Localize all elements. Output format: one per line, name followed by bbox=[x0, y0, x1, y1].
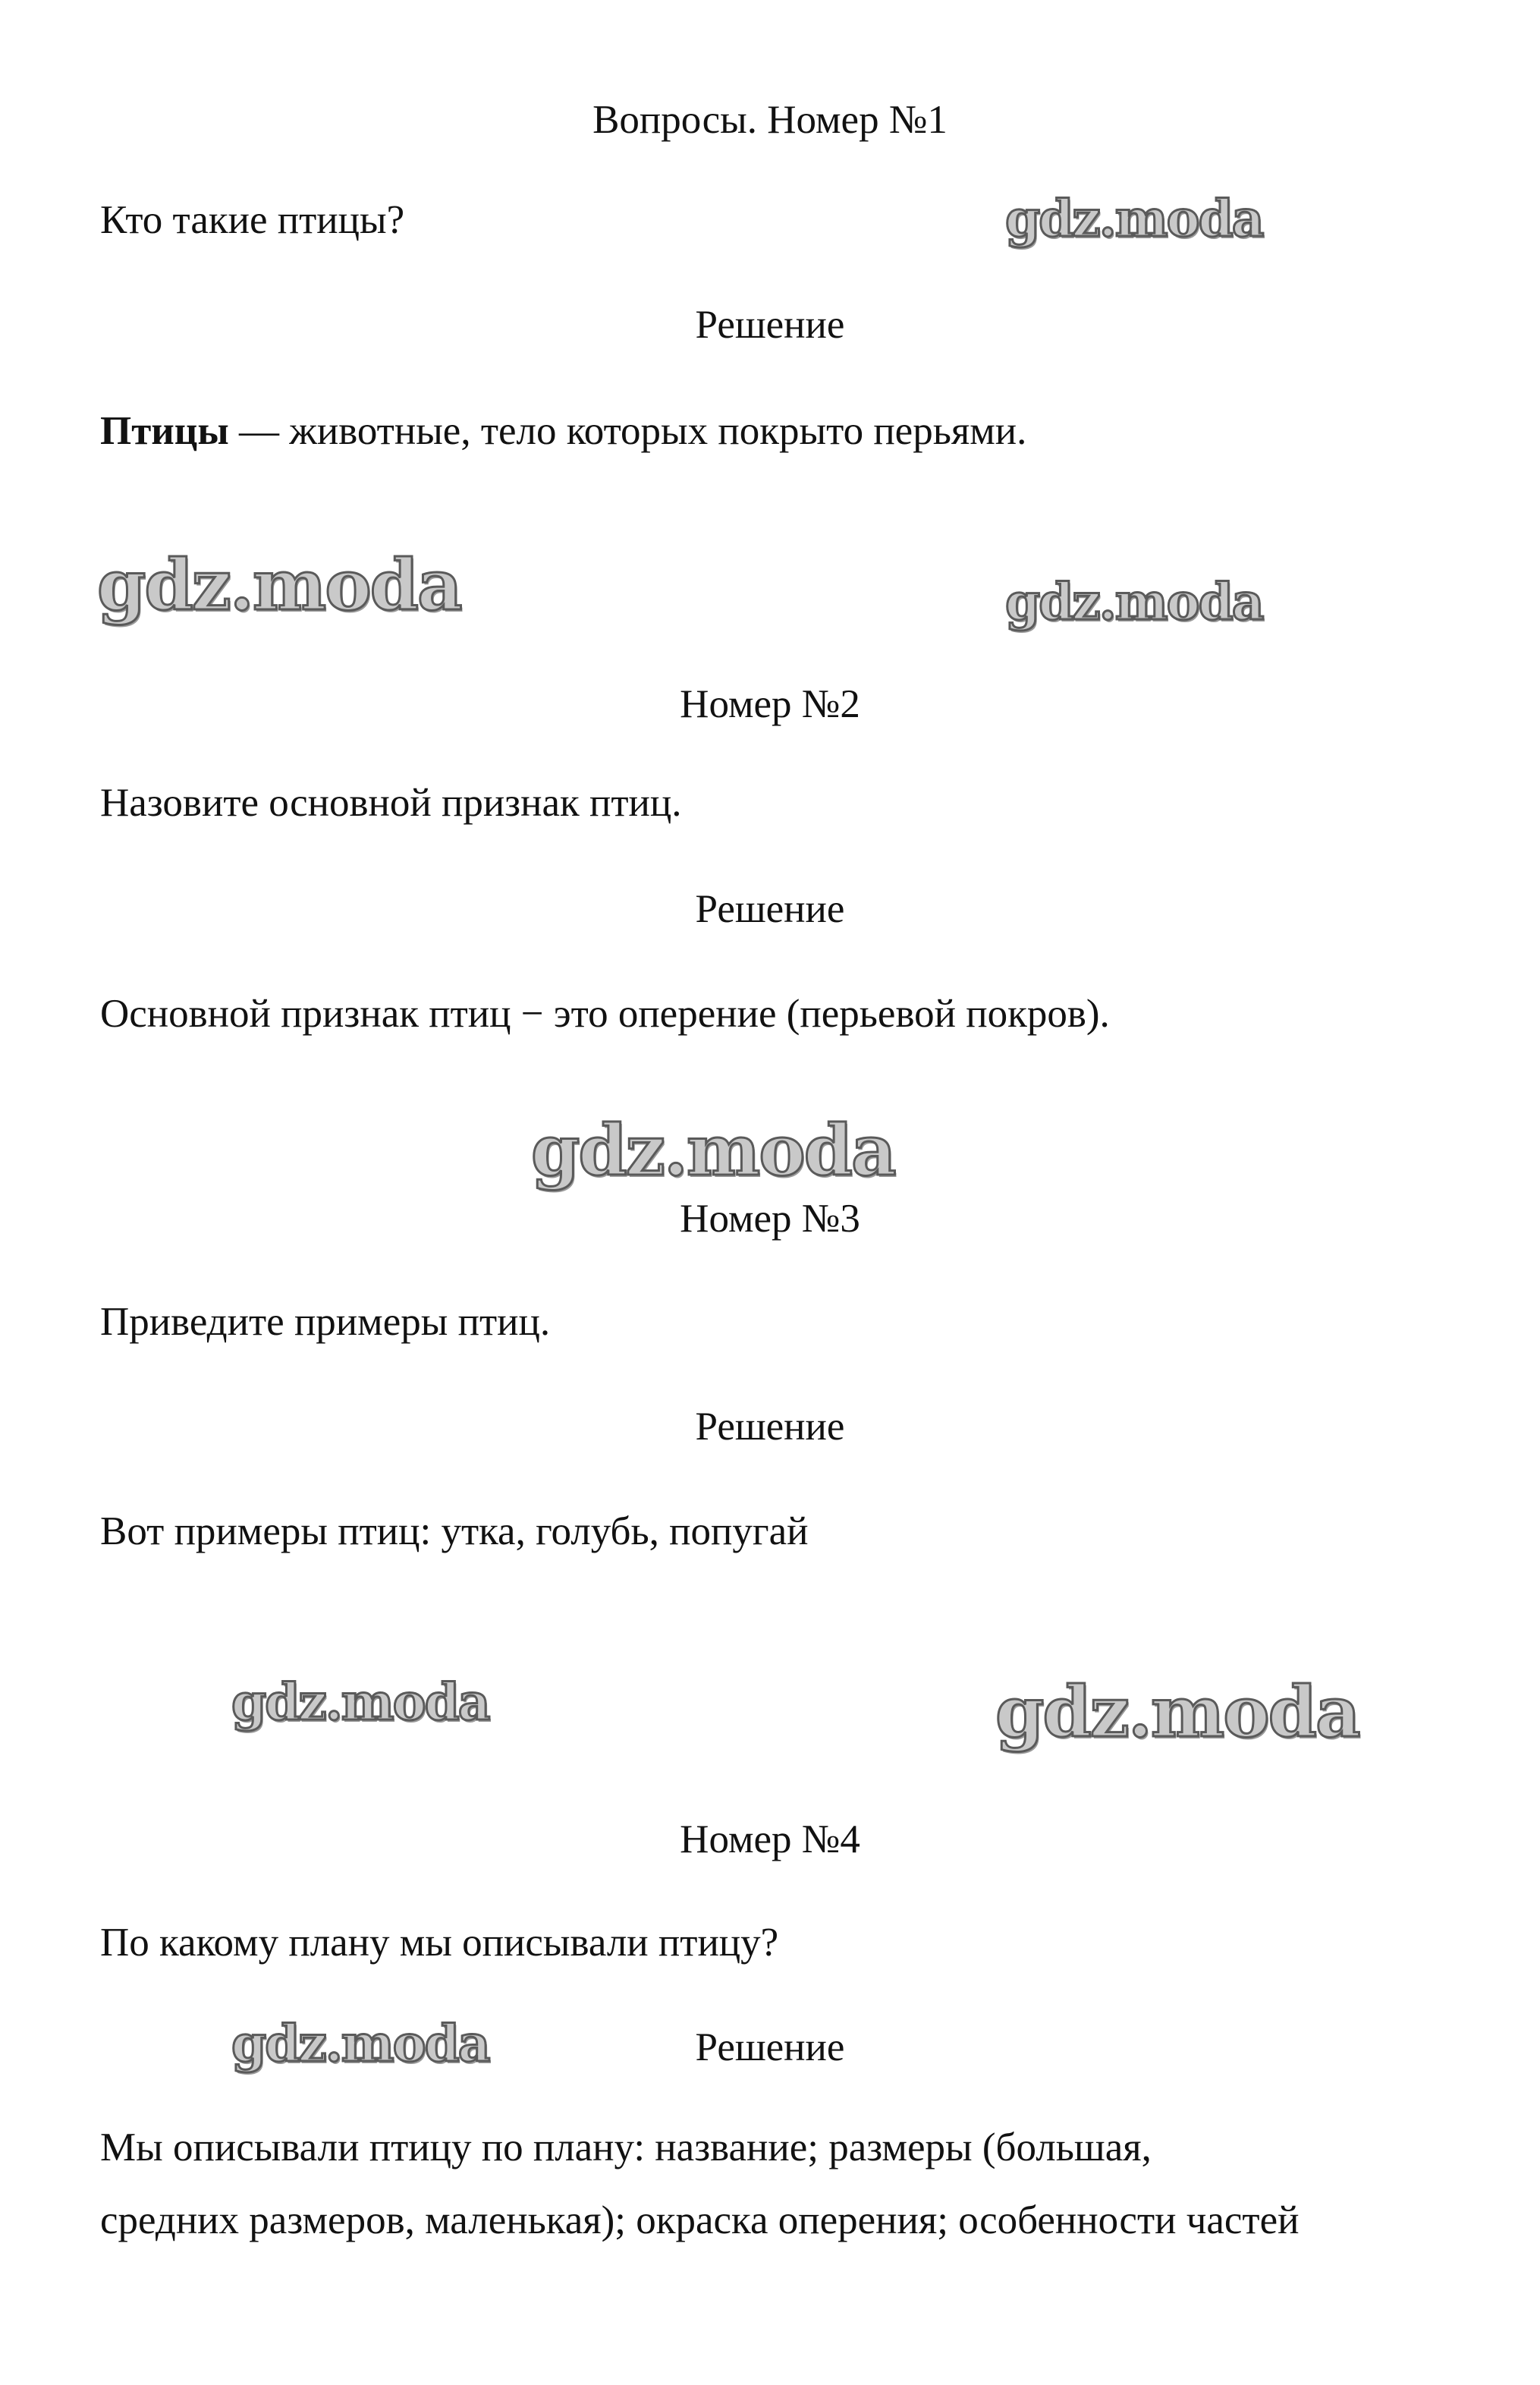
number-3-title: Номер №3 bbox=[680, 1197, 860, 1241]
answer-1-definition: — животные, тело которых покрыто перьями. bbox=[228, 409, 1027, 453]
solution-label-1: Решение bbox=[695, 303, 845, 347]
question-3-text: Приведите примеры птиц. bbox=[100, 1300, 551, 1344]
solution-label-3: Решение bbox=[695, 1405, 845, 1449]
watermark-logo: gdz.moda bbox=[531, 1109, 895, 1191]
question-2-text: Назовите основной признак птиц. bbox=[100, 781, 682, 825]
watermark-logo: gdz.moda bbox=[1005, 572, 1263, 631]
solution-label-2: Решение bbox=[695, 887, 845, 931]
solution-label-4: Решение bbox=[695, 2025, 845, 2069]
answer-2: Основной признак птиц − это оперение (перьевой покров). bbox=[100, 992, 1110, 1036]
question-4-text: По какому плану мы описывали птицу? bbox=[100, 1921, 779, 1965]
watermark-logo: gdz.moda bbox=[1005, 189, 1263, 248]
answer-4-line-2: средних размеров, маленькая); окраска оперения; особенности частей bbox=[100, 2198, 1300, 2242]
watermark-logo: gdz.moda bbox=[231, 2014, 489, 2073]
answer-1-term: Птицы bbox=[100, 409, 229, 453]
watermark-logo: gdz.moda bbox=[995, 1671, 1359, 1753]
answer-3: Вот примеры птиц: утка, голубь, попугай bbox=[100, 1509, 809, 1553]
number-2-title: Номер №2 bbox=[680, 682, 860, 726]
page-heading: Вопросы. Номер №1 bbox=[592, 98, 948, 142]
number-4-title: Номер №4 bbox=[680, 1817, 860, 1861]
answer-4-line-1: Мы описывали птицу по плану: название; размеры (большая, bbox=[100, 2125, 1152, 2169]
question-1-text: Кто такие птицы? bbox=[100, 198, 405, 242]
watermark-logo: gdz.moda bbox=[97, 544, 461, 626]
answer-1 bbox=[100, 408, 1026, 454]
watermark-logo: gdz.moda bbox=[231, 1672, 489, 1732]
